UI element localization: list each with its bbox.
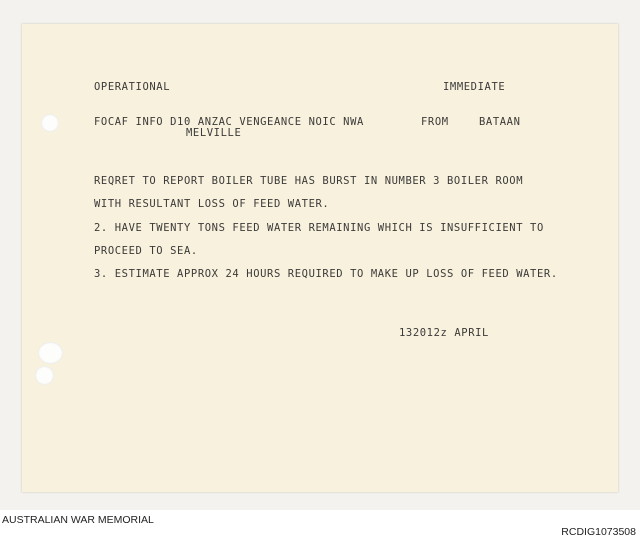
punch-hole-bottom [35,366,54,385]
addressees-line-2: MELVILLE [186,127,242,139]
punch-hole-middle [38,342,63,364]
date-time-group: 132012z APRIL [399,327,489,339]
punch-hole-top [41,114,59,132]
institution-credit: AUSTRALIAN WAR MEMORIAL [2,514,154,526]
addressees-line-1: FOCAF INFO D10 ANZAC VENGEANCE NOIC NWA [94,116,364,128]
body-line-3: 2. HAVE TWENTY TONS FEED WATER REMAINING WHICH IS INSUFFICIENT TO [94,222,544,234]
body-line-1: REQRET TO REPORT BOILER TUBE HAS BURST IN NUMBER 3 BOILER ROOM [94,175,524,187]
from-label: FROM [421,116,449,128]
body-line-2: WITH RESULTANT LOSS OF FEED WATER. [94,198,330,210]
body-line-5: 3. ESTIMATE APPROX 24 HOURS REQUIRED TO MAKE UP LOSS OF FEED WATER. [94,268,558,280]
body-line-4: PROCEED TO SEA. [94,245,198,257]
precedence-label: IMMEDIATE [443,81,506,93]
classification-label: OPERATIONAL [94,81,171,93]
from-value: BATAAN [479,116,521,128]
signal-message-sheet [22,24,618,492]
record-identifier: RCDIG1073508 [561,526,636,538]
